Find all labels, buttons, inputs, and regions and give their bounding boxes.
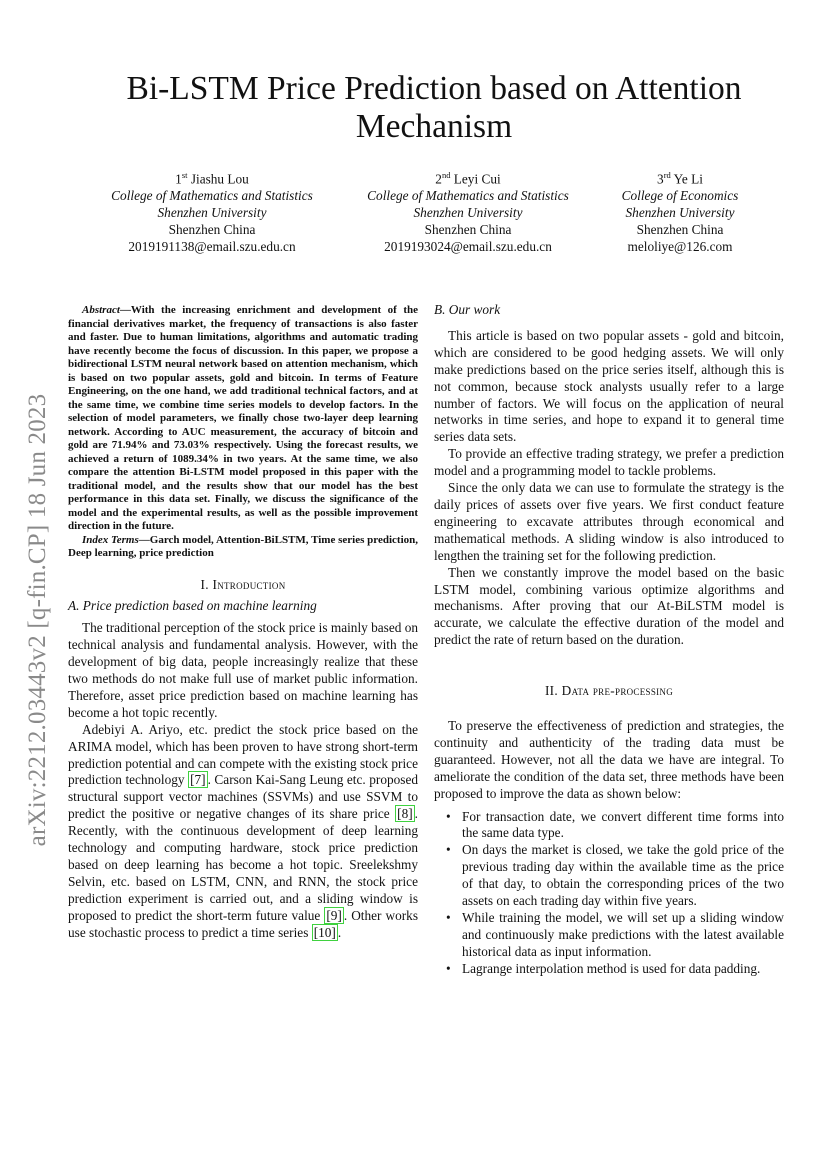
right-column (434, 302, 784, 978)
section-heading-data-preprocessing: II. Data pre-processing (544, 683, 674, 699)
author-university: Shenzhen University (625, 205, 735, 221)
author-university: Shenzhen University (413, 205, 523, 221)
our-work-paragraph-2: To provide an effective trading strategy, we prefer a prediction model and a programming model to tackle problems. (434, 446, 784, 479)
abstract-label: Abstract (82, 304, 120, 316)
citation-8[interactable]: [8] (397, 806, 413, 822)
author-name-line: 1st Jiashu Lou (175, 170, 249, 187)
intro-paragraph-2: Adebiyi A. Ariyo, etc. predict the stock price based on the ARIMA model, which has been proven to have strong short-term prediction potential and can compete with the existing stock price prediction technology [7] . Carson Kai-Sang Leung etc. proposed structural support vector machines (SSVMs) and use SSVM to predict the positive or negative changes of its share price [8] . Recently, with the continuous development of deep learning technology and computing hardware, stock price prediction based on deep learning has become a hot topic. Sreelekshmy Selvin, etc. based on LSTM, CNN, and RNN, the stock price prediction experiment is carried out, and a sliding window is proposed to predict the short-term future value [9] . Other works use stochastic process to predict a time series [10] . (68, 721, 419, 940)
list-item: • Lagrange interpolation method is used for data padding. (462, 961, 784, 978)
list-item: • For transaction date, we convert different time forms into the same data type. (462, 809, 784, 843)
left-column (68, 304, 418, 942)
author-location: Shenzhen China (636, 222, 724, 238)
data-paragraph-1: To preserve the effectiveness of prediction and strategies, the continuity and authenticity of the trading data must be guaranteed. However, not all the data we have are integral. To ameliorate the condition of the data set, three methods have been proposed to improve the data as shown below: (434, 718, 784, 801)
author-block-1 (80, 167, 344, 255)
intro-paragraph-1: The traditional perception of the stock price is mainly based on technical analysis and fundamental analysis. However, with the development of big data, people increasingly realize that these two methods do not make full use of market public information. Therefore, asset price prediction based on machine learning has become a hot topic recently. (68, 620, 419, 720)
list-item: • While training the model, we will set up a sliding window and continuously make predictions with the latest available historical data as input information. (462, 910, 784, 961)
author-department: College of Mathematics and Statistics (367, 188, 569, 204)
author-department: College of Economics (621, 188, 739, 204)
index-terms-text: —Garch model, Attention-BiLSTM, Time series prediction, Deep learning, price prediction (68, 533, 418, 559)
index-terms-label: Index Terms (82, 533, 139, 546)
author-block-2 (336, 167, 600, 255)
preprocessing-bullet-list (434, 809, 784, 978)
author-university: Shenzhen University (157, 205, 267, 221)
subsection-heading-a: A. Price prediction based on machine learning (68, 598, 317, 614)
author-location: Shenzhen China (168, 222, 256, 238)
subsection-heading-b: B. Our work (434, 302, 501, 317)
our-work-paragraph-3: Since the only data we can use to formulate the strategy is the daily prices of assets over five years. We first conduct feature engineering to excavate attributes through economical and mathematical methods. A sliding window is also introduced to lengthen the training set for the following prediction. (434, 480, 784, 563)
citation-10[interactable]: [10] (313, 924, 336, 940)
author-department: College of Mathematics and Statistics (111, 188, 313, 204)
abstract-text: —With the increasing enrichment and development of the financial derivatives market, the frequency of transactions is also faster and faster. Due to human limitations, algorithms and automatic trading have recently become the focus of discussion. In this paper, we propose a bidirectional LSTM neural network based on attention mechanism, which is based on two popular assets, gold and bitcoin. In terms of Feature Engineering, on the one hand, we add traditional technical factors, and at the same time, we combine time series models to develop factors. In the selection of model parameters, we finally chose two-layer deep learning network. According to AUC measurement, the accuracy of bitcoin and gold are 71.94% and 73.03% respectively. Using the forecast results, we achieved a return of 1089.34% in two years. At the same time, we also compare the attention Bi-LSTM model proposed in this paper with the traditional model, and the results show that our model has the best performance in this data set. Finally, we discuss the significance of the model and the experimental results, as well as the possible improvement direction in the future. (68, 304, 418, 532)
arxiv-identifier: arXiv:2212.03443v2 [q-fin.CP] 18 Jun 2023 (24, 393, 51, 847)
author-name-line: 3rd Ye Li (657, 170, 703, 187)
index-terms (68, 534, 418, 561)
author-name-line: 2nd Leyi Cui (435, 170, 501, 187)
author-location: Shenzhen China (424, 222, 512, 238)
our-work-paragraph-1: This article is based on two popular assets - gold and bitcoin, which are considered to be good hedging assets. We will only make predictions based on the price series itself, although this is not common, because stock analysts usually refer to a large number of factors. We will focus on the application of neural networks in time series, and hope to expand it to general time series data sets. (434, 327, 784, 445)
citation-7[interactable]: [7] (190, 772, 206, 788)
author-name: Jiashu Lou (190, 171, 249, 187)
paper-title: Bi-LSTM Price Prediction based on Attention Mechanism (126, 70, 742, 145)
list-item: • On days the market is closed, we take the gold price of the previous trading day within the available time as the price of that day, to obtain the corresponding prices of the two assets on each trading day within five years. (462, 842, 784, 910)
author-block-3 (590, 167, 770, 255)
author-email: 2019193024@email.szu.edu.cn (384, 239, 552, 255)
author-email: 2019191138@email.szu.edu.cn (128, 239, 296, 255)
author-name: Ye Li (673, 171, 703, 187)
author-name: Leyi Cui (453, 171, 501, 187)
arxiv-sidebar-stamp (10, 360, 66, 880)
section-heading-introduction: I. Introduction (200, 576, 286, 592)
citation-9[interactable]: [9] (326, 907, 342, 923)
author-email: meloliye@126.com (627, 239, 733, 255)
abstract (68, 304, 418, 534)
our-work-paragraph-4: Then we constantly improve the model based on the basic LSTM model, combining various optimize algorithms and mechanisms. After proving that our At-BiLSTM model is accurate, we calculate the effective duration of the model and predict the rate of return based on the duration. (434, 564, 784, 648)
